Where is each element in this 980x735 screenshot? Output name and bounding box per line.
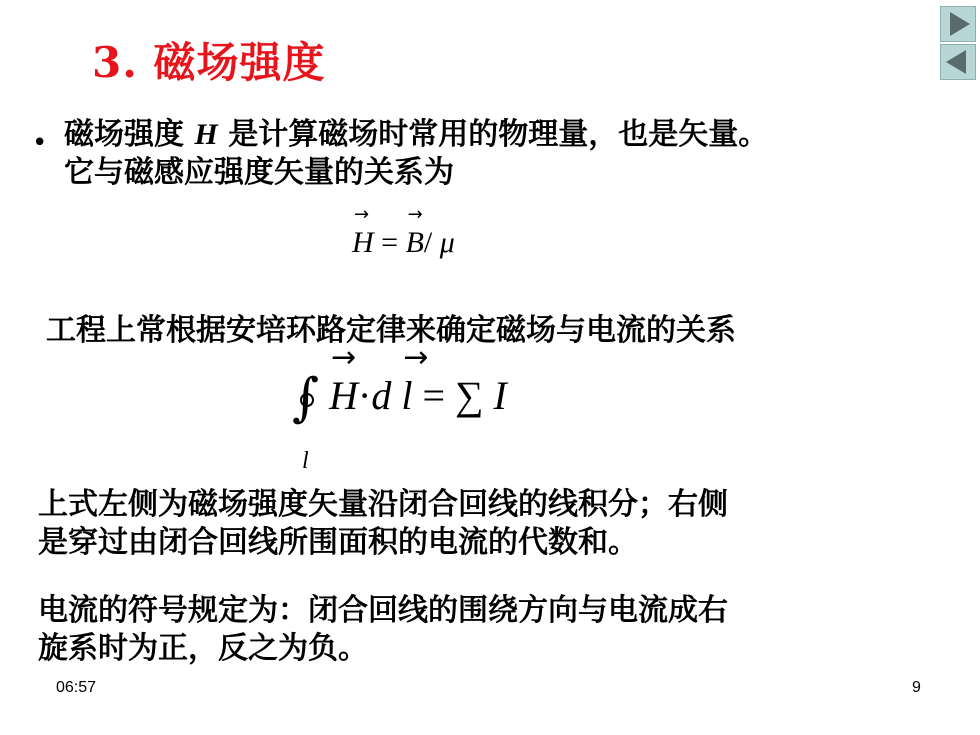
- eq-symbol: H: [329, 373, 358, 418]
- text-segment: 上式左侧为磁场强度矢量沿闭合回线的线积分；右侧: [38, 487, 728, 522]
- text-segment: 是穿过由闭合回线所围面积的电流的代数和。: [38, 525, 638, 560]
- equation-ampere-circuital: [292, 340, 507, 428]
- vector-l: [401, 340, 429, 419]
- integral-sign: ∫: [292, 368, 320, 428]
- eq-equals: =: [422, 373, 445, 418]
- vector-b: [405, 204, 424, 260]
- vector-arrow-icon: →: [331, 340, 357, 375]
- eq-sum: ∑: [455, 373, 484, 418]
- next-slide-button[interactable]: [940, 6, 976, 42]
- eq-current: I: [493, 373, 507, 418]
- vector-arrow-icon: →: [354, 204, 370, 225]
- paragraph-definition: [64, 116, 964, 192]
- play-right-icon: [950, 12, 970, 36]
- vector-arrow-icon: →: [403, 340, 429, 375]
- paragraph-explanation: [38, 486, 938, 562]
- previous-slide-button[interactable]: [940, 44, 976, 80]
- eq-symbol: H: [352, 226, 374, 259]
- text-segment: 旋系时为正，反之为负。: [38, 631, 368, 666]
- text-segment: 是计算磁场时常用的物理量，也是矢量。: [217, 117, 769, 152]
- text-segment: 电流的符号规定为：闭合回线的围绕方向与电流成右: [38, 593, 728, 628]
- eq-symbol: l: [401, 373, 413, 418]
- eq-symbol: B: [405, 226, 424, 259]
- vector-h: [352, 204, 374, 260]
- text-segment: 磁场强度: [64, 117, 195, 152]
- integral-subscript: l: [302, 448, 309, 474]
- eq-d: d: [371, 373, 392, 418]
- eq-dot: ·: [357, 373, 372, 418]
- page-number: 9: [912, 679, 921, 696]
- eq-equals: =: [381, 226, 399, 259]
- variable-h: H: [194, 118, 218, 151]
- text-segment: 它与磁感应强度矢量的关系为: [64, 155, 454, 190]
- equation-h-b-mu: [352, 204, 455, 260]
- slide-title: 3. 磁场强度: [92, 38, 326, 87]
- vector-arrow-icon: →: [407, 204, 423, 225]
- bullet-icon: •: [32, 128, 48, 158]
- play-left-icon: [946, 50, 966, 74]
- paragraph-ampere-law: 工程上常根据安培环路定律来确定磁场与电流的关系: [46, 313, 736, 348]
- eq-mu: μ: [439, 226, 455, 259]
- footer-time: 06:57: [56, 679, 97, 696]
- circle-icon: [300, 393, 314, 407]
- vector-h: [329, 340, 358, 419]
- contour-integral-icon: [292, 368, 319, 428]
- eq-slash: /: [423, 226, 433, 259]
- paragraph-sign-rule: [38, 592, 938, 668]
